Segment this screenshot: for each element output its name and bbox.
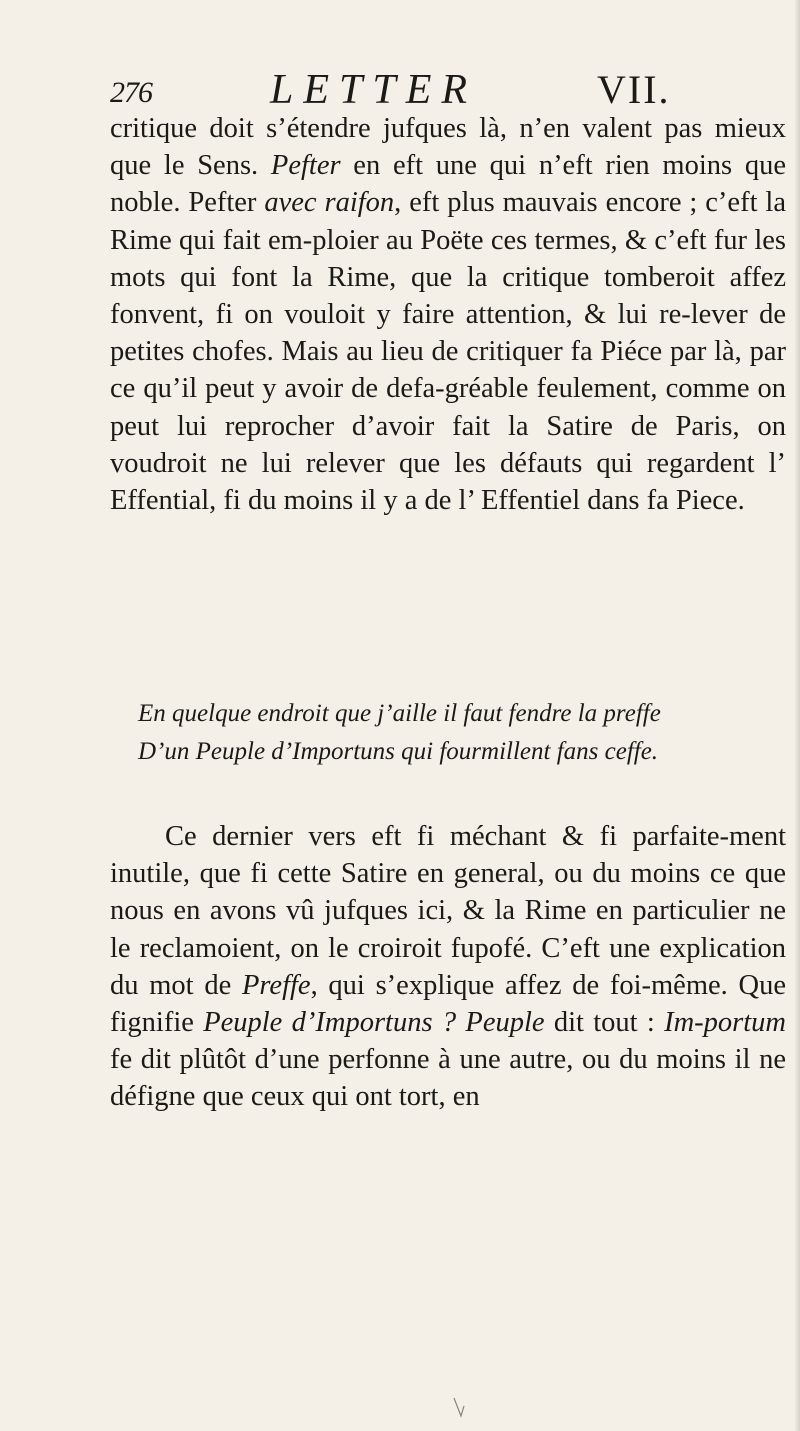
ink-mark-icon bbox=[452, 1396, 466, 1420]
paragraph-critique bbox=[110, 110, 786, 519]
quoted-verse bbox=[138, 695, 798, 771]
italic-term-presse: Preffe bbox=[241, 969, 311, 1001]
letter-number: VII. bbox=[597, 67, 671, 112]
text-run: critique doit s’étendre jufques là, n’en valent pas mieux que le Sens. bbox=[110, 113, 786, 182]
italic-term-peuple: Peuple d’Importuns ? Peuple bbox=[203, 1007, 545, 1039]
verse-line: En quelque endroit que j’aille il faut fendre la preffe bbox=[138, 700, 661, 727]
text-run: en eft une qui n’eft rien moins que noble. Pefter bbox=[110, 150, 786, 219]
running-title: LETTER bbox=[270, 67, 478, 113]
italic-term-importum: Im-portum bbox=[664, 1007, 787, 1039]
text-run: Ce dernier vers eft fi méchant & fi parfaite-ment inutile, que fi cette Satire en general, ou du moins ce que nous en avons vû jufques ici, & la Rime en particulier ne le reclamoient, on le croiroit fupofé. C’eft une explication du mot de bbox=[110, 821, 786, 1001]
page-number: 276 bbox=[110, 76, 152, 109]
page-header bbox=[110, 66, 750, 114]
text-run: , eft plus mauvais encore ; c’eft la Rime qui fait em-ploier au Poëte ces termes, & c’eft fur les mots qui font la Rime, que la critique tomberoit affez fonvent, fi on vouloit y faire attention, & lui re-lever de petites chofes. Mais au lieu de critiquer fa Piéce par là, par ce qu’il peut y avoir de defa-gréable feulement, comme on peut lui reprocher d’avoir fait la Satire de Paris, on voudroit ne lui relever que les défauts qui regardent l’ Effential, fi du moins il y a de l’ Effentiel dans fa Piece. bbox=[110, 187, 786, 517]
text-run: , qui s’explique affez de foi-même. Que fignifie bbox=[110, 969, 786, 1039]
text-run: dit tout : bbox=[544, 1007, 665, 1039]
verse-line: D’un Peuple d’Importuns qui fourmillent fans ceffe. bbox=[138, 738, 659, 765]
italic-term-avec-raison: avec raifon bbox=[264, 187, 395, 219]
text-run: fe dit plûtôt d’une perfonne à une autre, ou du moins il ne défigne que ceux qui ont tort, en bbox=[110, 1044, 786, 1113]
paragraph-dernier-vers bbox=[110, 818, 786, 1116]
italic-term-pester: Pefter bbox=[270, 150, 341, 182]
